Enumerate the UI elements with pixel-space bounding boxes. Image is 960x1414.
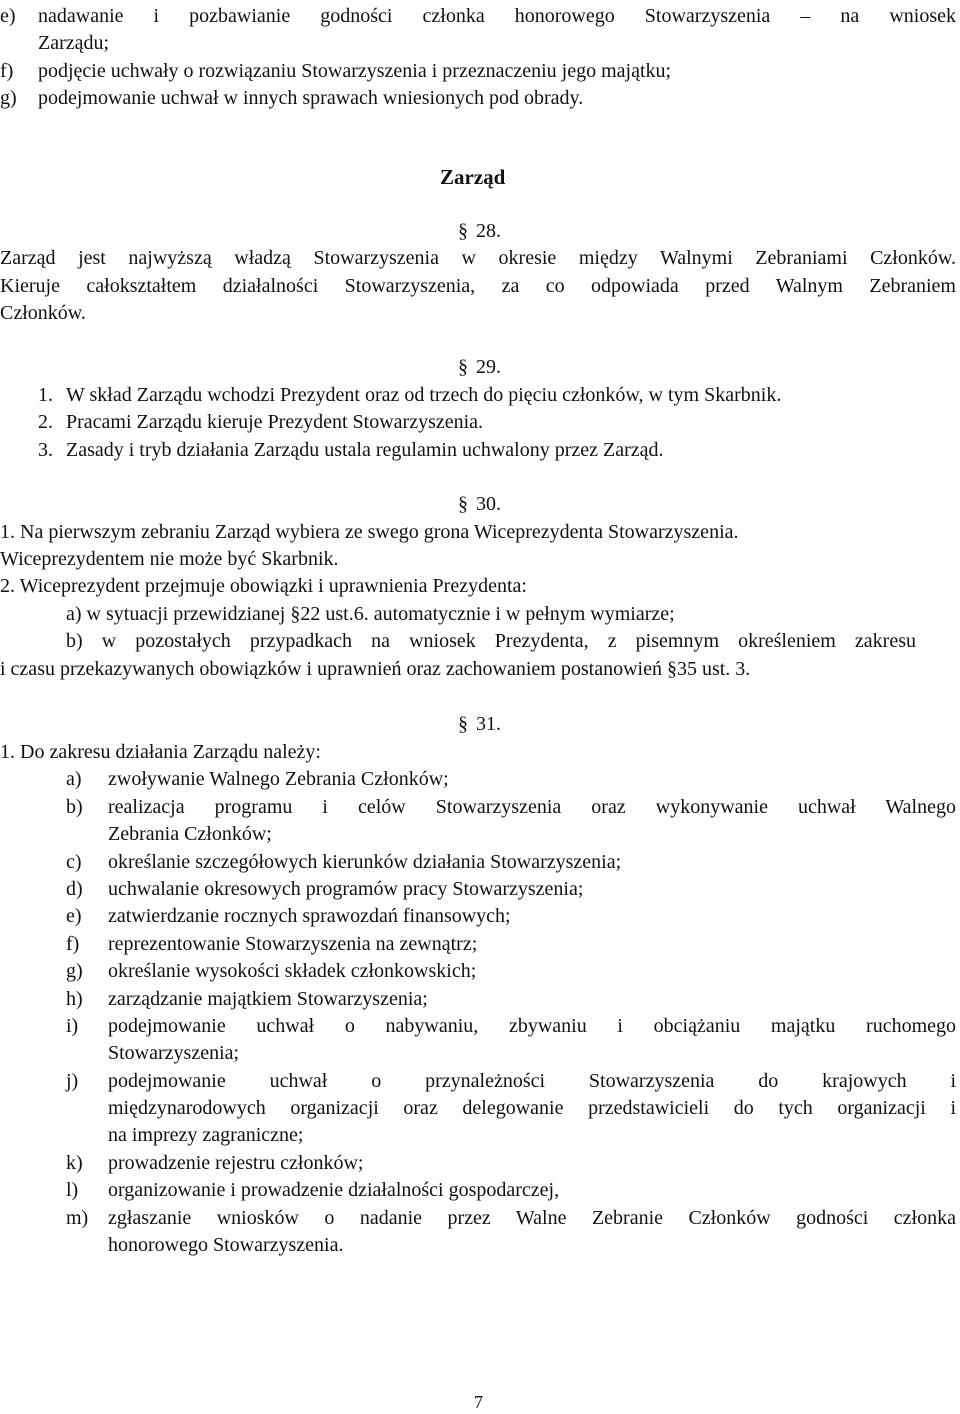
- list-item-text: zgłaszanie wniosków o nadanie przez Walne Zebranie Członków godności członka: [108, 1207, 956, 1229]
- sub-item-text: i czasu przekazywanych obowiązków i uprawnień oraz zachowaniem postanowień: [0, 658, 662, 680]
- paragraph-reference: § 35 ust. 3.: [667, 658, 750, 680]
- list-marker: a): [66, 768, 82, 790]
- list-marker: f): [0, 60, 14, 82]
- paragraph-text: Członków.: [0, 302, 86, 324]
- section-heading: Zarząd: [440, 165, 506, 189]
- list-marker: 1.: [38, 384, 53, 406]
- paragraph-number: § 29.: [458, 355, 501, 379]
- list-marker: e): [0, 5, 16, 27]
- list-marker: i): [66, 1015, 79, 1037]
- list-item-text: Zasady i tryb działania Zarządu ustala regulamin uchwalony przez Zarząd.: [66, 439, 664, 461]
- paragraph-text: Zarząd jest najwyższą władzą Stowarzyszenia w okresie między Walnymi Zebraniami Członków.: [0, 247, 956, 269]
- paragraph-text: 2. Wiceprezydent przejmuje obowiązki i uprawnienia Prezydenta:: [0, 575, 527, 597]
- paragraph-text: 1. Do zakresu działania Zarządu należy:: [0, 741, 321, 763]
- list-item-text: określanie wysokości składek członkowskich;: [108, 960, 477, 982]
- list-marker: d): [66, 878, 83, 900]
- list-marker: b): [66, 796, 83, 818]
- list-marker: j): [66, 1070, 79, 1092]
- list-item-text: Pracami Zarządu kieruje Prezydent Stowarzyszenia.: [66, 411, 484, 433]
- sub-item-text: automatycznie i w pełnym wymiarze;: [373, 603, 675, 625]
- paragraph-text: 1. Na pierwszym zebraniu Zarząd wybiera ze swego grona Wiceprezydenta Stowarzyszenia.: [0, 521, 739, 543]
- list-marker: m): [66, 1207, 89, 1229]
- list-marker: f): [66, 933, 80, 955]
- list-item-text: podjęcie uchwały o rozwiązaniu Stowarzyszenia i przeznaczeniu jego majątku;: [38, 60, 672, 82]
- list-item-text: organizowanie i prowadzenie działalności gospodarczej,: [108, 1179, 560, 1201]
- list-item-text: realizacja programu i celów Stowarzyszenia oraz wykonywanie uchwał Walnego: [108, 796, 956, 818]
- page-number: 7: [474, 1392, 483, 1412]
- list-marker: k): [66, 1152, 83, 1174]
- list-item-text: reprezentowanie Stowarzyszenia na zewnątrz;: [108, 933, 478, 955]
- list-marker: l): [66, 1179, 79, 1201]
- list-item-text: podejmowanie uchwał o nabywaniu, zbywaniu i obciążaniu majątku ruchomego: [108, 1015, 956, 1037]
- paragraph-reference: § 22 ust.6.: [290, 603, 368, 625]
- list-item-text: Zarządu;: [38, 32, 110, 54]
- paragraph-text: Kieruje całokształtem działalności Stowarzyszenia, za co odpowiada przed Walnym Zebraniem: [0, 275, 956, 297]
- list-item-text: podejmowanie uchwał o przynależności Stowarzyszenia do krajowych i: [108, 1070, 956, 1092]
- list-item-text: Stowarzyszenia;: [108, 1042, 240, 1064]
- list-item-text: na imprezy zagraniczne;: [108, 1124, 304, 1146]
- list-marker: e): [66, 905, 82, 927]
- list-item-text: podejmowanie uchwał w innych sprawach wniesionych pod obrady.: [38, 87, 584, 109]
- list-item-text: międzynarodowych organizacji oraz delegowanie przedstawicieli do tych organizacji i: [108, 1097, 956, 1119]
- list-marker: g): [0, 87, 17, 109]
- list-marker: h): [66, 988, 83, 1010]
- list-item-text: Zebrania Członków;: [108, 823, 272, 845]
- list-marker: 3.: [38, 439, 53, 461]
- paragraph-number: § 30.: [458, 492, 501, 516]
- sub-item-b: b) w pozostałych przypadkach na wniosek Prezydenta, z pisemnym określeniem zakresu: [66, 630, 916, 652]
- list-marker: 2.: [38, 411, 53, 433]
- list-item-text: zatwierdzanie rocznych sprawozdań finansowych;: [108, 905, 511, 927]
- list-marker: c): [66, 851, 82, 873]
- list-item-text: zwoływanie Walnego Zebrania Członków;: [108, 768, 449, 790]
- paragraph-number: § 28.: [458, 219, 501, 243]
- list-item-text: W skład Zarządu wchodzi Prezydent oraz od trzech do pięciu członków, w tym Skarbnik.: [66, 384, 782, 406]
- paragraph-number: § 31.: [458, 712, 501, 736]
- sub-item-b-continuation: [0, 657, 750, 681]
- list-item-text: uchwalanie okresowych programów pracy Stowarzyszenia;: [108, 878, 584, 900]
- list-item-text: zarządzanie majątkiem Stowarzyszenia;: [108, 988, 428, 1010]
- list-item-text: prowadzenie rejestru członków;: [108, 1152, 364, 1174]
- paragraph-text: Wiceprezydentem nie może być Skarbnik.: [0, 548, 339, 570]
- list-marker: g): [66, 960, 83, 982]
- list-item-text: nadawanie i pozbawianie godności członka honorowego Stowarzyszenia – na wniosek: [38, 5, 956, 27]
- list-item-text: honorowego Stowarzyszenia.: [108, 1234, 344, 1256]
- sub-item-text: a) w sytuacji przewidzianej: [66, 603, 286, 625]
- list-item-text: określanie szczegółowych kierunków działania Stowarzyszenia;: [108, 851, 622, 873]
- sub-item-a: [66, 602, 675, 626]
